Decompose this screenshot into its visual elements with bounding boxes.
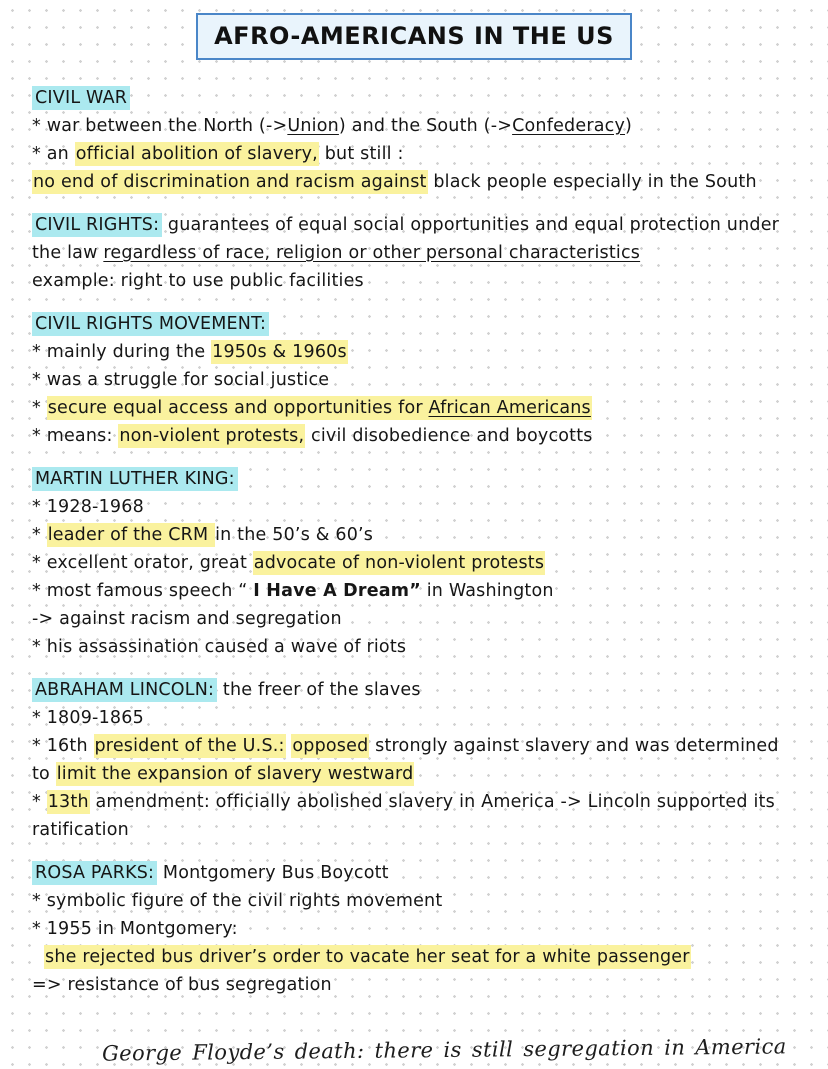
text-segment: but still : [318, 144, 404, 164]
text-segment: => resistance of bus segregation [32, 975, 332, 995]
text-line [32, 549, 800, 577]
heading-rosa-parks: ROSA PARKS: [32, 861, 157, 885]
notes-body [0, 60, 828, 1066]
text-segment: * his assassination caused a wave of riots [32, 637, 407, 657]
text-segment: * 1928-1968 [32, 497, 144, 517]
text-segment: to [32, 764, 56, 784]
text-segment: * 1809-1865 [32, 708, 144, 728]
text-segment: * was a struggle for social justice [32, 370, 330, 390]
text-line [32, 943, 800, 971]
text-segment: * most famous speech “ [32, 581, 254, 601]
underline-segment: regardless of race, religion or other personal characteristics [103, 243, 641, 263]
text-segment: secure equal access and opportunities for [47, 398, 429, 418]
highlight-segment: non-violent protests, [119, 426, 305, 446]
text-line [32, 267, 800, 295]
bold-segment: I Have A Dream” [253, 581, 421, 601]
heading-civil-war: CIVIL WAR [32, 86, 130, 110]
text-line [32, 676, 800, 704]
heading-civil-rights-movement: CIVIL RIGHTS MOVEMENT: [32, 312, 269, 336]
text-line [32, 422, 800, 450]
title-row [0, 0, 828, 60]
text-line [32, 366, 800, 394]
text-line [32, 168, 800, 196]
text-segment: * [32, 525, 47, 545]
text-line [32, 338, 800, 366]
text-segment: -> against racism and segregation [32, 609, 342, 629]
text-segment: the law [32, 243, 104, 263]
highlight-segment: no end of discrimination and racism against [33, 172, 427, 192]
heading-civil-rights: CIVIL RIGHTS: [32, 213, 162, 237]
underline-segment: African Americans [428, 398, 591, 418]
section-civil-rights-movement [32, 310, 800, 450]
underline-segment: Union [287, 116, 339, 136]
text-segment: ratification [32, 820, 129, 840]
page-title: AFRO-AMERICANS IN THE US [196, 13, 632, 60]
text-segment: civil disobedience and boycotts [305, 426, 593, 446]
text-segment: * symbolic figure of the civil rights movement [32, 891, 443, 911]
text-segment: * [32, 792, 47, 812]
text-line [32, 816, 800, 844]
text-segment: amendment: officially abolished slavery in America -> Lincoln supported its [89, 792, 775, 812]
text-segment: in Washington [420, 581, 554, 601]
highlight-segment [47, 396, 592, 420]
text-line [32, 633, 800, 661]
highlight-segment: 1950s & 1960s [212, 342, 347, 362]
text-segment: strongly against slavery and was determined [369, 736, 779, 756]
text-segment: * mainly during the [32, 342, 212, 362]
text-segment: * war between the North (-> [32, 116, 288, 136]
text-line [32, 84, 800, 112]
text-line [32, 211, 800, 239]
text-line [32, 887, 800, 915]
section-civil-rights [32, 211, 800, 295]
text-segment: black people especially in the South [427, 172, 757, 192]
text-line [32, 310, 800, 338]
section-abraham-lincoln [32, 676, 800, 844]
highlight-segment: she rejected bus driver’s order to vacate her seat for a white passenger [45, 947, 690, 967]
section-rosa-parks [32, 859, 800, 999]
text-segment: * 16th [32, 736, 94, 756]
text-line [32, 394, 800, 422]
text-segment: Montgomery Bus Boycott [157, 863, 389, 883]
text-line [32, 915, 800, 943]
text-segment: * excellent orator, great [32, 553, 253, 573]
text-segment: in the 50’s & 60’s [215, 525, 374, 545]
highlight-segment: president of the U.S.: [94, 736, 285, 756]
text-segment: example: right to use public facilities [32, 271, 364, 291]
underline-segment: Confederacy [512, 116, 626, 136]
heading-abraham-lincoln: ABRAHAM LINCOLN: [32, 678, 217, 702]
section-civil-war [32, 84, 800, 196]
text-line [32, 788, 800, 816]
highlight-segment: advocate of non-violent protests [253, 553, 545, 573]
text-segment: * [32, 398, 47, 418]
text-segment: * an [32, 144, 75, 164]
highlight-segment: limit the expansion of slavery westward [56, 764, 414, 784]
text-line [32, 521, 800, 549]
highlight-segment: official abolition of slavery, [75, 144, 318, 164]
text-line [32, 140, 800, 168]
text-segment: ) and the South (-> [338, 116, 513, 136]
section-martin-luther-king [32, 465, 800, 661]
highlight-segment: leader of the CRM [47, 525, 215, 545]
text-segment: the freer of the slaves [217, 680, 421, 700]
text-line [32, 239, 800, 267]
text-line [32, 577, 800, 605]
text-segment: * means: [32, 426, 119, 446]
text-segment: * 1955 in Montgomery: [32, 919, 238, 939]
text-line [32, 971, 800, 999]
handwritten-note: George Floyde’s death: there is still segregation in America [101, 1034, 787, 1066]
text-line [32, 112, 800, 140]
text-line [32, 704, 800, 732]
text-line [32, 493, 800, 521]
text-line [32, 859, 800, 887]
text-segment: ) [625, 116, 633, 136]
text-line [32, 760, 800, 788]
text-segment: guarantees of equal social opportunities and equal protection under [162, 215, 780, 235]
heading-martin-luther-king: MARTIN LUTHER KING: [32, 467, 238, 491]
text-line [32, 465, 800, 493]
highlight-segment: opposed [292, 736, 369, 756]
highlight-segment: 13th [47, 792, 89, 812]
text-line [32, 732, 800, 760]
text-line [32, 605, 800, 633]
